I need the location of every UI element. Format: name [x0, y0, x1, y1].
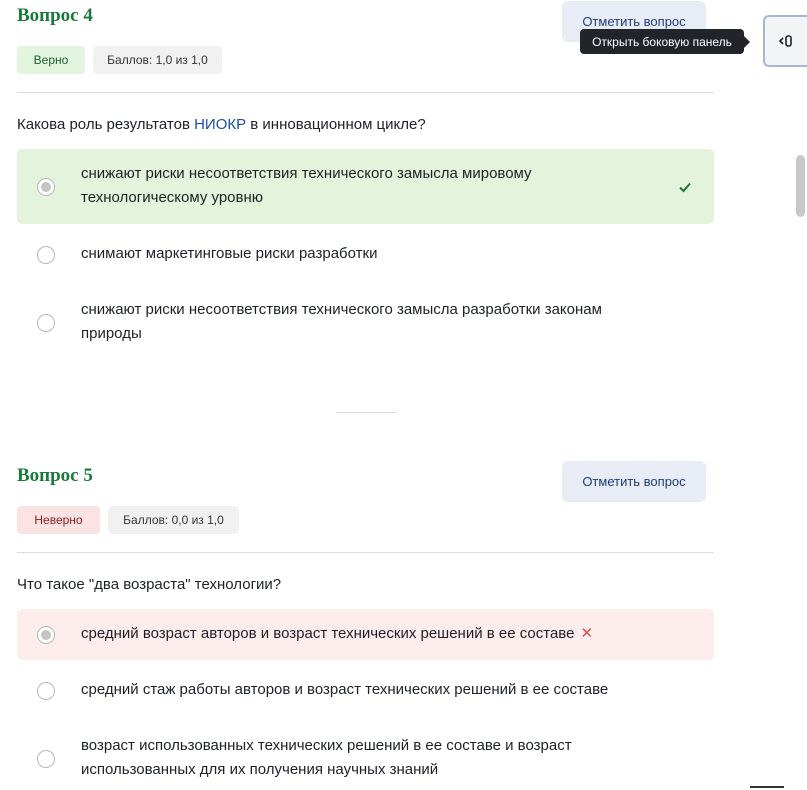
question-text-part: Какова роль результатов: [17, 116, 195, 133]
answer-line: технологическому уровню: [81, 189, 264, 206]
cross-icon: ✕: [580, 625, 594, 642]
answer-option-3[interactable]: [17, 728, 714, 790]
score-badge: Баллов: 0,0 из 1,0: [108, 506, 239, 534]
radio-button[interactable]: [37, 626, 55, 644]
page-edge-line: [750, 786, 784, 788]
status-badge: Неверно: [17, 506, 100, 534]
radio-button[interactable]: [37, 246, 55, 264]
answer-option-3[interactable]: [17, 292, 714, 354]
answer-text: [81, 298, 602, 346]
drawer-toggle-icon: [778, 33, 794, 49]
question-title: Вопрос 4: [17, 5, 93, 26]
radio-button[interactable]: [37, 178, 55, 196]
answer-line: снимают маркетинговые риски разработки: [81, 245, 378, 262]
question-separator: [336, 412, 396, 413]
scrollbar-thumb[interactable]: [796, 155, 805, 217]
flag-question-button[interactable]: Отметить вопрос: [562, 1, 706, 42]
question-text: Что такое "два возраста" технологии?: [17, 576, 282, 593]
radio-button[interactable]: [37, 314, 55, 332]
answer-text: [81, 678, 608, 702]
answer-line: снижают риски несоответствия технического замысла разработки законам: [81, 301, 602, 318]
answer-option-1[interactable]: [17, 149, 714, 224]
check-icon: [678, 180, 692, 194]
status-badge: Верно: [17, 46, 85, 74]
answer-option-2[interactable]: [17, 234, 714, 276]
question-5: [17, 460, 714, 790]
question-text-part: в инновационном цикле?: [246, 116, 426, 133]
answer-line: снижают риски несоответствия технического замысла мировому: [81, 165, 532, 182]
answer-text: [81, 622, 593, 646]
radio-button[interactable]: [37, 750, 55, 768]
answer-text: [81, 734, 572, 782]
answer-line: средний возраст авторов и возраст технических решений в ее составе: [81, 625, 575, 642]
radio-button[interactable]: [37, 682, 55, 700]
answer-line: природы: [81, 325, 142, 342]
open-drawer-button[interactable]: [763, 15, 807, 67]
divider: [17, 552, 714, 553]
drawer-tooltip: Открыть боковую панель: [580, 29, 744, 54]
question-title: Вопрос 5: [17, 465, 93, 486]
divider: [17, 92, 714, 93]
question-text-highlight: НИОКР: [194, 116, 247, 133]
answer-line: средний стаж работы авторов и возраст технических решений в ее составе: [81, 681, 609, 698]
answer-text: [81, 242, 377, 266]
answer-option-1[interactable]: [17, 609, 714, 660]
answer-option-2[interactable]: [17, 670, 714, 712]
answer-text: [81, 162, 532, 210]
flag-question-button[interactable]: Отметить вопрос: [562, 461, 706, 502]
question-text: [17, 116, 426, 133]
answer-line: возраст использованных технических решений в ее составе и возраст: [81, 737, 572, 754]
question-4: [17, 0, 714, 360]
answer-line: использованных для их получения научных знаний: [81, 761, 439, 778]
score-badge: Баллов: 1,0 из 1,0: [93, 46, 222, 74]
